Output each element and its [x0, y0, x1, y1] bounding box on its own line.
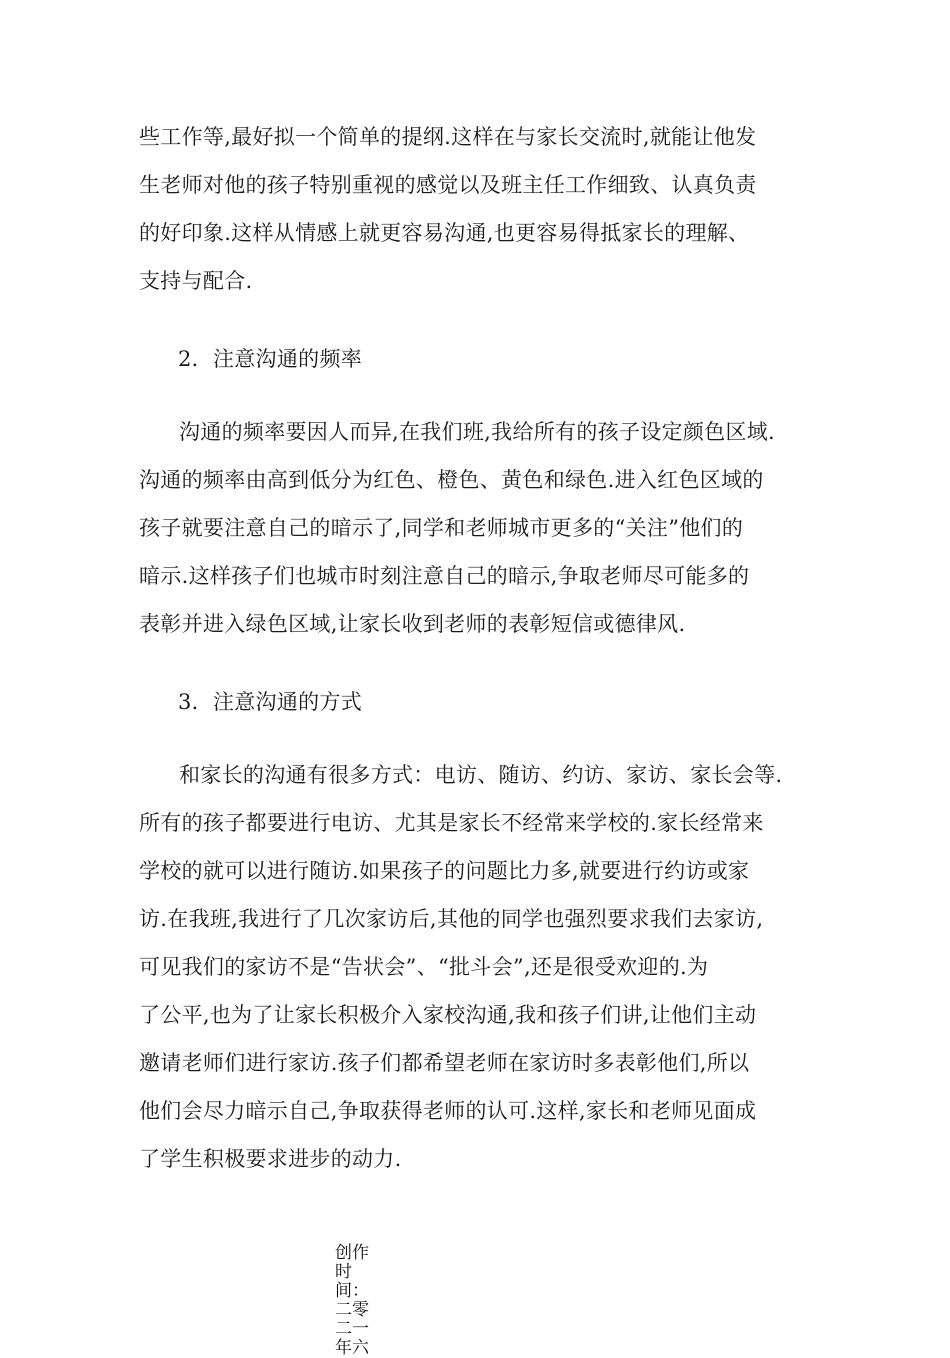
text-line: 些工作等,最好拟一个简单的提纲.这样在与家长交流时,就能让他发: [139, 125, 757, 149]
paragraph-1: [139, 113, 819, 305]
text-line: 表彰并进入绿色区域,让家长收到老师的表彰短信或德律风.: [139, 612, 686, 636]
section-heading-3: 3．注意沟通的方式: [178, 690, 363, 714]
text-line: 沟通的频率由高到低分为红色、橙色、黄色和绿色.进入红色区域的: [139, 468, 764, 492]
text-line: 学校的就可以进行随访.如果孩子的问题比力多,就要进行约访或家: [139, 859, 750, 883]
section-heading-2: 2．注意沟通的频率: [178, 347, 363, 371]
text-line: 邀请老师们进行家访.孩子们都希望老师在家访时多表彰他们,所以: [139, 1051, 750, 1075]
paragraph-2: [139, 408, 819, 648]
text-line: 和家长的沟通有很多方式：电访、随访、约访、家访、家长会等.: [179, 763, 783, 787]
text-line: 生老师对他的孩子特别重视的感觉以及班主任工作细致、认真负责: [139, 173, 757, 197]
text-line: 的好印象.这样从情感上就更容易沟通,也更容易得抵家长的理解、: [139, 221, 750, 245]
text-line: 所有的孩子都要进行电访、尤其是家长不经常来学校的.家长经常来: [139, 811, 764, 835]
text-line: 了学生积极要求进步的动力.: [139, 1147, 402, 1171]
text-line: 访.在我班,我进行了几次家访后,其他的同学也强烈要求我们去家访,: [139, 907, 764, 931]
text-line: 支持与配合.: [139, 269, 253, 293]
text-line: 暗示.这样孩子们也城市时刻注意自己的暗示,争取老师尽可能多的: [139, 564, 750, 588]
text-line: 他们会尽力暗示自己,争取获得老师的认可.这样,家长和老师见面成: [139, 1099, 757, 1123]
text-line: 孩子就要注意自己的暗示了,同学和老师城市更多的“关注”他们的: [139, 516, 744, 540]
text-line: 了公平,也为了让家长积极介入家校沟通,我和孩子们讲,让他们主动: [139, 1003, 757, 1027]
text-line: 沟通的频率要因人而异,在我们班,我给所有的孩子设定颜色区域.: [179, 420, 776, 444]
creation-time-note: 创作时间：二零二一年六: [335, 1243, 369, 1358]
text-line: 可见我们的家访不是“告状会”、“批斗会”,还是很受欢迎的.为: [139, 955, 709, 979]
paragraph-3: [139, 751, 819, 1183]
